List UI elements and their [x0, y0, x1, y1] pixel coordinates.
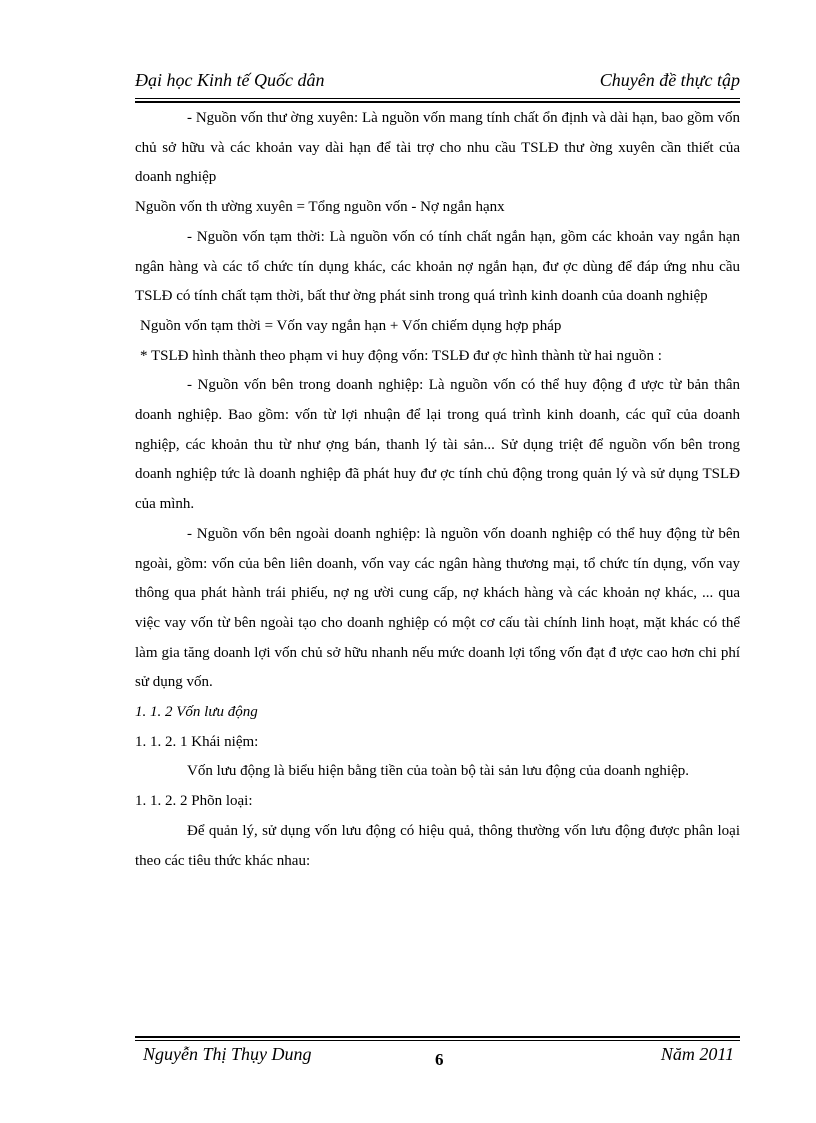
paragraph-internal-sources: - Nguồn vốn bên trong doanh nghiệp: Là nguồn vốn có thể huy động đ ược từ bản thân doanh nghiệp. Bao gồm: vốn từ lợi nhuận để lại trong quá trình kinh doanh, các quĩ của doanh nghiệp, các khoản thu từ như ợng bán, thanh lý tài sản... Sử dụng triệt để nguồn vốn bên trong doanh nghiệp tức là doanh nghiệp đã phát huy đư ợc tính chủ động trong quản lý và sử dụng TSLĐ của mình. — [135, 377, 740, 513]
formula-permanent-capital: Nguồn vốn th ường xuyên = Tổng nguồn vốn - Nợ ngắn hạnx — [135, 199, 505, 216]
formula-temporary-capital: Nguồn vốn tạm thời = Vốn vay ngắn hạn + Vốn chiếm dụng hợp pháp — [140, 317, 562, 334]
paragraph-temporary-capital: - Nguồn vốn tạm thời: Là nguồn vốn có tính chất ngắn hạn, gồm các khoản vay ngắn hạn ngân hàng và các tổ chức tín dụng khác, các khoản nợ ngắn hạn, đư ợc dùng để đáp ứng nhu cầu TSLĐ có tính chất tạm thời, bất thư ờng phát sinh trong quá trình kinh doanh của doanh nghiệp — [135, 228, 740, 305]
paragraph-concept: Vốn lưu động là biểu hiện bằng tiền của toàn bộ tài sản lưu động của doanh nghiệp. — [187, 763, 689, 780]
page-footer — [135, 1044, 740, 1070]
footer-year: Năm 2011 — [660, 1044, 734, 1064]
footer-rule-thick — [135, 1036, 740, 1038]
subsection-heading-concept: 1. 1. 2. 1 Khái niệm: — [135, 733, 259, 750]
header-document-type: Chuyên đề thực tập — [599, 70, 740, 90]
subsection-heading-classification: 1. 1. 2. 2 Phõn loại: — [135, 793, 253, 810]
header-rule-thin — [135, 98, 740, 99]
header-rule-thick — [135, 101, 740, 103]
paragraph-permanent-capital: - Nguồn vốn thư ờng xuyên: Là nguồn vốn mang tính chất ổn định và dài hạn, bao gồm vốn chủ sở hữu và các khoản vay dài hạn để tài trợ cho nhu cầu TSLĐ thư ờng xuyên cần thiết của doanh nghiệp — [135, 110, 740, 186]
paragraph-mobilization-scope: * TSLĐ hình thành theo phạm vi huy động vốn: TSLĐ đư ợc hình thành từ hai nguồn : — [140, 347, 662, 364]
section-heading-working-capital: 1. 1. 2 Vốn lưu động — [135, 704, 258, 721]
paragraph-classification: Để quản lý, sử dụng vốn lưu động có hiệu quả, thông thường vốn lưu động được phân loại theo các tiêu thức khác nhau: — [135, 822, 740, 869]
footer-rule-thin — [135, 1040, 740, 1041]
footer-author: Nguyễn Thị Thụy Dung — [143, 1044, 312, 1064]
page-body — [135, 104, 740, 876]
page-header — [135, 70, 740, 94]
header-university: Đại học Kinh tế Quốc dân — [135, 70, 325, 90]
page-number: 6 — [435, 1050, 444, 1069]
paragraph-external-sources: - Nguồn vốn bên ngoài doanh nghiệp: là nguồn vốn doanh nghiệp có thể huy động từ bên ngoài, gồm: vốn của bên liên doanh, vốn vay các ngân hàng thương mại, tổ chức tín dụng, vốn vay thông qua phát hành trái phiếu, nợ ng ười cung cấp, nợ khách hàng và các khoản nợ khác, ... qua việc vay vốn từ bên ngoài tạo cho doanh nghiệp có một cơ cấu tài chính linh hoạt, mặt khác có thể làm gia tăng doanh lợi vốn chủ sở hữu nhanh nếu mức doanh lợi tổng vốn đạt đ ược cao hơn chi phí sử dụng vốn. — [135, 525, 740, 691]
